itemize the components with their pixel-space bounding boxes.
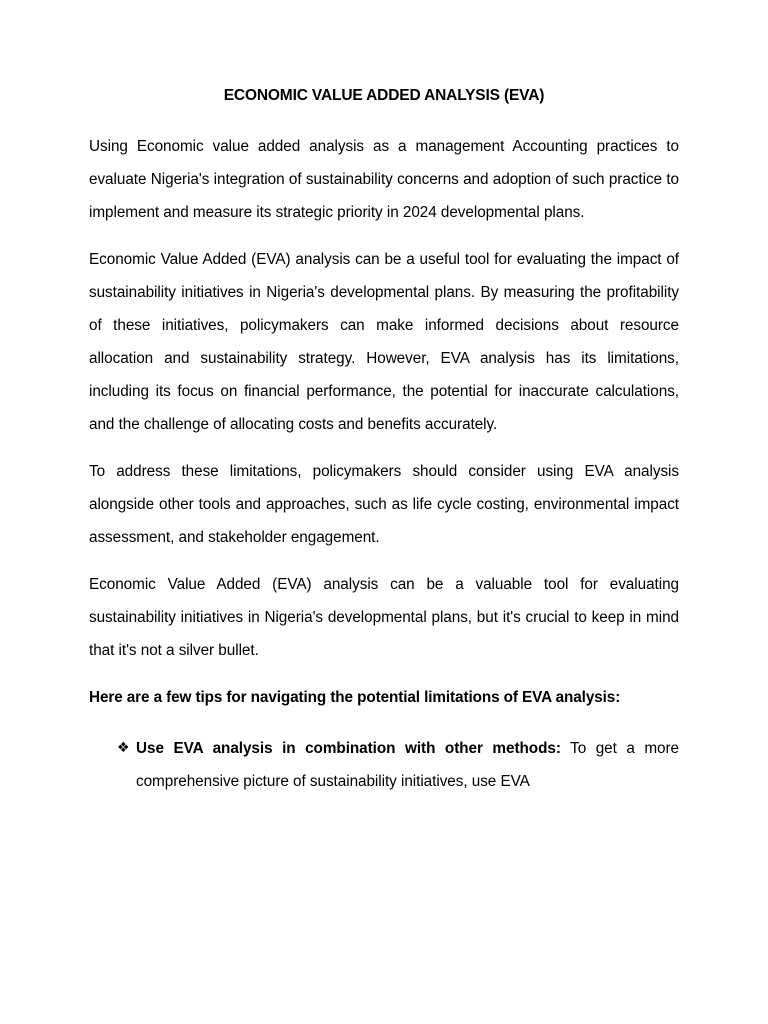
- tips-list: [89, 732, 679, 798]
- tip-lead-label: Use EVA analysis in combination with other methods:: [136, 740, 561, 757]
- page-title: ECONOMIC VALUE ADDED ANALYSIS (EVA): [223, 87, 545, 104]
- paragraph-not-silver-bullet: Economic Value Added (EVA) analysis can be a valuable tool for evaluating sustainability initiatives in Nigeria's developmental plans, but it's crucial to keep in mind that it's not a silver bullet.: [89, 576, 679, 659]
- paragraph-addressing-limitations: To address these limitations, policymakers should consider using EVA analysis alongside other tools and approaches, such as life cycle costing, environmental impact assessment, and stakeholder engagement.: [89, 463, 679, 546]
- document-body: [89, 85, 679, 798]
- list-item: [89, 732, 679, 798]
- tips-heading: Here are a few tips for navigating the potential limitations of EVA analysis:: [89, 689, 621, 706]
- diamond-bullet-icon: ❖: [117, 740, 130, 756]
- paragraph-eva-usefulness: Economic Value Added (EVA) analysis can be a useful tool for evaluating the impact of sustainability initiatives in Nigeria's developmental plans. By measuring the profitability of these initiatives, policymakers can make informed decisions about resource allocation and sustainability strategy. However, EVA analysis has its limitations, including its focus on financial performance, the potential for inaccurate calculations, and the challenge of allocating costs and benefits accurately.: [89, 251, 679, 433]
- tip-body-text: To get a more comprehensive picture of sustainability initiatives, use EVA: [136, 740, 679, 790]
- paragraph-intro: Using Economic value added analysis as a management Accounting practices to evaluate Nigeria's integration of sustainability concerns and adoption of such practice to implement and measure its strategic priority in 2024 developmental plans.: [89, 138, 679, 221]
- list-spacer: [89, 714, 679, 732]
